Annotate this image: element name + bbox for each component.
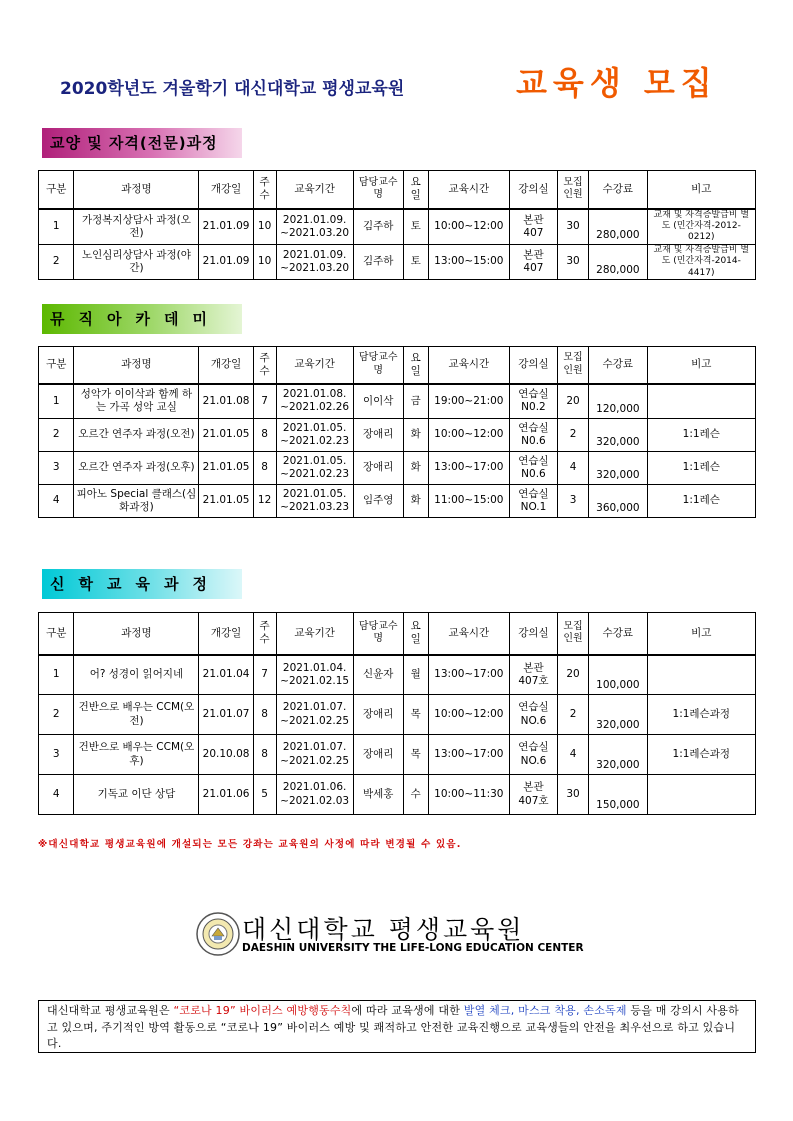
covid-notice-box (38, 1000, 756, 1053)
start-date: 21.01.05 (199, 452, 253, 485)
fee: 360,000 (589, 485, 647, 518)
column-header: 과정명 (74, 171, 199, 209)
column-header: 요일 (403, 171, 428, 209)
page-title: 2020학년도 겨울학기 대신대학교 평생교육원 (60, 79, 405, 99)
remarks: 교재 및 자격증발급비 별도 (민간자격-2014-4417) (647, 245, 755, 280)
weekday: 화 (403, 419, 428, 452)
start-date: 21.01.07 (199, 695, 253, 735)
column-header: 교육시간 (428, 171, 509, 209)
class-time: 10:00~12:00 (428, 695, 509, 735)
period: 2021.01.09. ~2021.03.20 (276, 209, 353, 245)
notice-red-text: “코로나 19” 바이러스 예방행동수칙 (173, 1004, 352, 1017)
logo-english-name: DAESHIN UNIVERSITY THE LIFE-LONG EDUCATION CENTER (242, 942, 584, 954)
section-label-music-academy: 뮤직아카데미 (42, 304, 242, 334)
fee: 320,000 (589, 735, 647, 775)
column-header: 주수 (253, 171, 276, 209)
start-date: 21.01.09 (199, 245, 253, 280)
course-name: 건반으로 배우는 CCM(오전) (74, 695, 199, 735)
class-time: 11:00~15:00 (428, 485, 509, 518)
professor: 장애리 (353, 419, 403, 452)
remarks (647, 384, 755, 419)
column-header: 비고 (647, 613, 755, 655)
column-header: 구분 (39, 347, 74, 384)
weekday: 목 (403, 735, 428, 775)
classroom: 본관 407 (509, 209, 557, 245)
capacity: 4 (557, 735, 588, 775)
column-header: 요일 (403, 347, 428, 384)
classroom: 연습실 N0.6 (509, 452, 557, 485)
capacity: 30 (557, 245, 588, 280)
start-date: 21.01.06 (199, 775, 253, 815)
table-row (39, 695, 756, 735)
weeks: 8 (253, 695, 276, 735)
logo-korean-name: 대신대학교 평생교육원 (242, 915, 525, 944)
column-header: 모집인원 (557, 613, 588, 655)
fee: 120,000 (589, 384, 647, 419)
column-header: 담당교수명 (353, 347, 403, 384)
column-header: 강의실 (509, 171, 557, 209)
remarks: 1:1레슨 (647, 485, 755, 518)
row-number: 2 (39, 245, 74, 280)
course-name: 오르간 연주자 과정(오후) (74, 452, 199, 485)
period: 2021.01.05. ~2021.03.23 (276, 485, 353, 518)
column-header: 담당교수명 (353, 613, 403, 655)
row-number: 2 (39, 419, 74, 452)
start-date: 21.01.09 (199, 209, 253, 245)
column-header: 담당교수명 (353, 171, 403, 209)
fee: 280,000 (589, 209, 647, 245)
classroom: 본관 407호 (509, 775, 557, 815)
remarks: 1:1레슨 (647, 419, 755, 452)
course-name: 가정복지상담사 과정(오전) (74, 209, 199, 245)
section-label-liberal-arts: 교양 및 자격(전문)과정 (42, 128, 242, 158)
column-header: 요일 (403, 613, 428, 655)
capacity: 4 (557, 452, 588, 485)
column-header: 교육기간 (276, 347, 353, 384)
column-header: 강의실 (509, 613, 557, 655)
capacity: 30 (557, 775, 588, 815)
row-number: 1 (39, 384, 74, 419)
weeks: 8 (253, 419, 276, 452)
class-time: 10:00~12:00 (428, 209, 509, 245)
start-date: 21.01.05 (199, 419, 253, 452)
professor: 박세홍 (353, 775, 403, 815)
column-header: 구분 (39, 171, 74, 209)
column-header: 과정명 (74, 613, 199, 655)
column-header: 개강일 (199, 171, 253, 209)
row-number: 4 (39, 775, 74, 815)
class-time: 13:00~17:00 (428, 655, 509, 695)
course-name: 성악가 이이삭과 함께 하는 가곡 성악 교실 (74, 384, 199, 419)
class-time: 19:00~21:00 (428, 384, 509, 419)
column-header: 수강료 (589, 171, 647, 209)
classroom: 연습실 N0.6 (509, 419, 557, 452)
table-row (39, 452, 756, 485)
table-row (39, 384, 756, 419)
column-header: 교육기간 (276, 171, 353, 209)
classroom: 연습실 NO.6 (509, 735, 557, 775)
course-name: 오르간 연주자 과정(오전) (74, 419, 199, 452)
column-header: 비고 (647, 347, 755, 384)
course-name: 건반으로 배우는 CCM(오후) (74, 735, 199, 775)
table-row (39, 245, 756, 280)
row-number: 1 (39, 655, 74, 695)
column-header: 구분 (39, 613, 74, 655)
weekday: 목 (403, 695, 428, 735)
row-number: 2 (39, 695, 74, 735)
column-header: 강의실 (509, 347, 557, 384)
row-number: 3 (39, 452, 74, 485)
weeks: 8 (253, 452, 276, 485)
professor: 장애리 (353, 452, 403, 485)
professor: 장애리 (353, 695, 403, 735)
page-header (0, 52, 793, 102)
column-header: 개강일 (199, 613, 253, 655)
class-time: 10:00~11:30 (428, 775, 509, 815)
table-row (39, 735, 756, 775)
weeks: 7 (253, 655, 276, 695)
professor: 임주영 (353, 485, 403, 518)
column-header: 비고 (647, 171, 755, 209)
professor: 이이삭 (353, 384, 403, 419)
table-row (39, 485, 756, 518)
column-header: 수강료 (589, 347, 647, 384)
start-date: 21.01.04 (199, 655, 253, 695)
start-date: 20.10.08 (199, 735, 253, 775)
notice-blue-text: 발열 체크, 마스크 착용, 손소독제 (463, 1004, 627, 1017)
column-header: 개강일 (199, 347, 253, 384)
weekday: 화 (403, 452, 428, 485)
start-date: 21.01.08 (199, 384, 253, 419)
course-name: 기독교 이단 상담 (74, 775, 199, 815)
university-seal-icon (196, 912, 240, 956)
class-time: 13:00~17:00 (428, 452, 509, 485)
column-header: 교육시간 (428, 613, 509, 655)
column-header: 주수 (253, 613, 276, 655)
period: 2021.01.06. ~2021.02.03 (276, 775, 353, 815)
capacity: 20 (557, 655, 588, 695)
weeks: 10 (253, 209, 276, 245)
period: 2021.01.09. ~2021.03.20 (276, 245, 353, 280)
classroom: 본관 407호 (509, 655, 557, 695)
course-name: 피아노 Special 클래스(심화과정) (74, 485, 199, 518)
classroom: 연습실 N0.2 (509, 384, 557, 419)
period: 2021.01.07. ~2021.02.25 (276, 735, 353, 775)
disclaimer-note: ※대신대학교 평생교육원에 개설되는 모든 강좌는 교육원의 사정에 따라 변경될 수 있음. (38, 839, 462, 850)
course-name: 어? 성경이 읽어지네 (74, 655, 199, 695)
weekday: 토 (403, 209, 428, 245)
weeks: 10 (253, 245, 276, 280)
column-header: 교육기간 (276, 613, 353, 655)
table-row (39, 209, 756, 245)
weekday: 토 (403, 245, 428, 280)
remarks: 1:1레슨과정 (647, 695, 755, 735)
recruit-headline: 교육생 모집 (516, 64, 718, 102)
remarks: 1:1레슨 (647, 452, 755, 485)
remarks: 교재 및 자격증발급비 별도 (민간자격-2012-0212) (647, 209, 755, 245)
start-date: 21.01.05 (199, 485, 253, 518)
fee: 320,000 (589, 452, 647, 485)
course-table-liberal-arts (38, 170, 756, 280)
table-row (39, 655, 756, 695)
table-row (39, 419, 756, 452)
professor: 신윤자 (353, 655, 403, 695)
classroom: 연습실 NO.6 (509, 695, 557, 735)
table-row (39, 775, 756, 815)
row-number: 3 (39, 735, 74, 775)
weeks: 5 (253, 775, 276, 815)
university-logo (196, 910, 596, 970)
fee: 150,000 (589, 775, 647, 815)
course-name: 노인심리상담사 과정(야간) (74, 245, 199, 280)
capacity: 20 (557, 384, 588, 419)
capacity: 30 (557, 209, 588, 245)
period: 2021.01.07. ~2021.02.25 (276, 695, 353, 735)
weekday: 화 (403, 485, 428, 518)
professor: 장애리 (353, 735, 403, 775)
column-header: 모집인원 (557, 171, 588, 209)
column-header: 과정명 (74, 347, 199, 384)
course-table-theology (38, 612, 756, 815)
period: 2021.01.04. ~2021.02.15 (276, 655, 353, 695)
capacity: 2 (557, 695, 588, 735)
classroom: 본관 407 (509, 245, 557, 280)
section-label-theology: 신학교육과정 (42, 569, 242, 599)
professor: 김주하 (353, 245, 403, 280)
period: 2021.01.08. ~2021.02.26 (276, 384, 353, 419)
column-header: 수강료 (589, 613, 647, 655)
fee: 100,000 (589, 655, 647, 695)
weekday: 금 (403, 384, 428, 419)
course-table-music-academy (38, 346, 756, 518)
class-time: 13:00~15:00 (428, 245, 509, 280)
fee: 320,000 (589, 419, 647, 452)
weekday: 월 (403, 655, 428, 695)
column-header: 주수 (253, 347, 276, 384)
professor: 김주하 (353, 209, 403, 245)
notice-text: 에 따라 교육생에 대한 (351, 1004, 464, 1017)
column-header: 모집인원 (557, 347, 588, 384)
weeks: 8 (253, 735, 276, 775)
period: 2021.01.05. ~2021.02.23 (276, 452, 353, 485)
row-number: 1 (39, 209, 74, 245)
remarks (647, 655, 755, 695)
fee: 320,000 (589, 695, 647, 735)
class-time: 13:00~17:00 (428, 735, 509, 775)
remarks (647, 775, 755, 815)
classroom: 연습실 NO.1 (509, 485, 557, 518)
weeks: 12 (253, 485, 276, 518)
row-number: 4 (39, 485, 74, 518)
notice-text: 등을 매 강의시 사용하고 있으며, 주기적인 방역 활동으로 “코로나 19” 바이러스 예방 및 쾌적하고 안전한 교육진행으로 교육생들의 안전을 최우선으로 하고 있습니다. (47, 1004, 739, 1050)
capacity: 3 (557, 485, 588, 518)
class-time: 10:00~12:00 (428, 419, 509, 452)
weekday: 수 (403, 775, 428, 815)
fee: 280,000 (589, 245, 647, 280)
notice-text: 대신대학교 평생교육원은 (47, 1004, 174, 1017)
column-header: 교육시간 (428, 347, 509, 384)
capacity: 2 (557, 419, 588, 452)
weeks: 7 (253, 384, 276, 419)
period: 2021.01.05. ~2021.02.23 (276, 419, 353, 452)
remarks: 1:1레슨과정 (647, 735, 755, 775)
